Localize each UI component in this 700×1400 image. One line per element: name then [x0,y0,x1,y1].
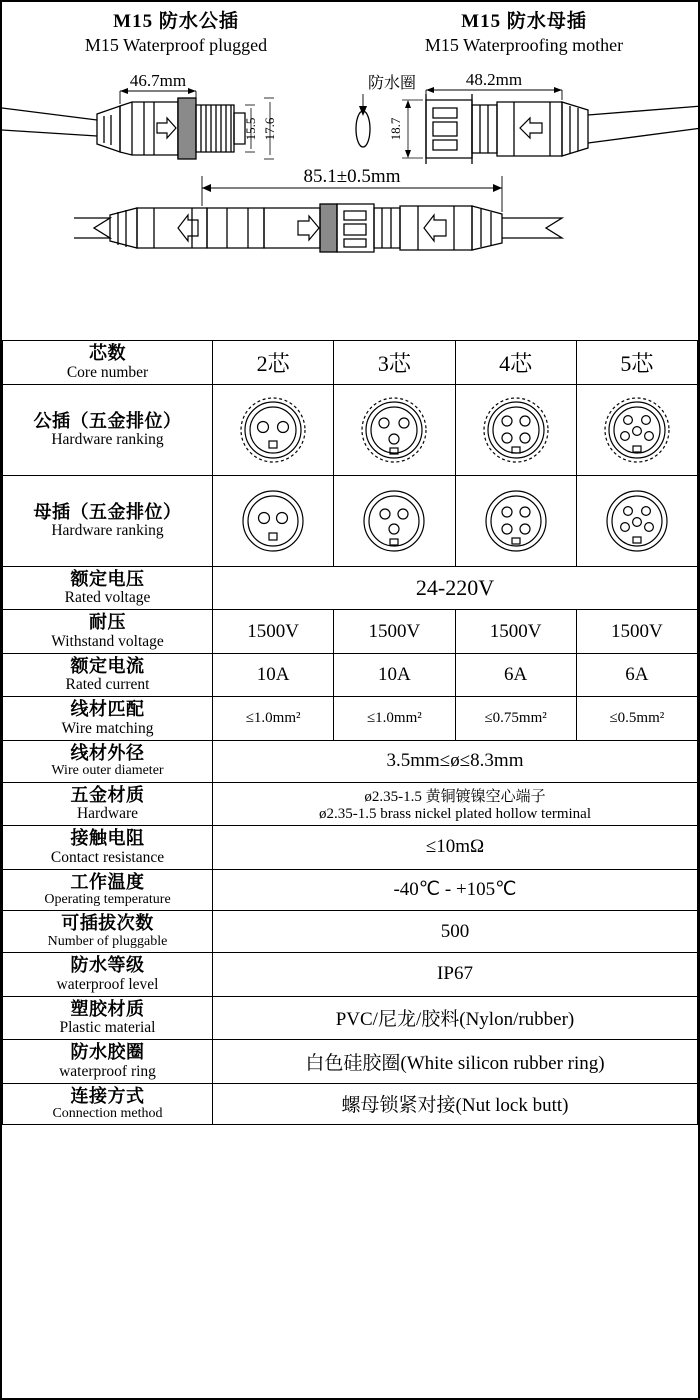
withstand-voltage-4: 1500V [455,610,576,654]
label-female-hardware-en: Hardware ranking [51,522,164,540]
label-rated-current-cn: 额定电流 [70,655,145,676]
dim-right-height: 18.7 [388,117,403,141]
label-waterproof-ring-en: waterproof ring [59,1062,156,1080]
label-contact-resistance-en: Contact resistance [50,848,165,866]
header-right-title-en: M15 Waterproofing mother [424,34,624,55]
dim-left-small: 15.5 [243,117,258,141]
label-male-hardware-cn: 公插（五金排位） [33,410,182,431]
male-pinout-5 [576,384,697,475]
wire-matching-5: ≤0.5mm² [576,697,697,741]
label-number-of-pluggable [3,911,213,953]
table-row-female-hardware [3,475,698,566]
female-pinout-3 [334,475,455,566]
withstand-voltage-5: 1500V [576,610,697,654]
header-left-title-cn: M15 防水公插 [113,11,239,32]
label-wire-outer-diameter [3,740,213,782]
withstand-voltage-3: 1500V [334,610,455,654]
label-withstand-voltage-en: Withstand voltage [51,632,164,650]
label-wire-outer-diameter-cn: 线材外径 [70,742,145,763]
value-plastic-material: PVC/尼龙/胶料(Nylon/rubber) [213,996,698,1040]
header-titles [2,2,698,58]
label-waterproof-level-en: waterproof level [56,975,159,993]
dim-total: 85.1±0.5mm [303,166,401,188]
label-waterproof-ring [3,1040,213,1084]
label-operating-temperature-en: Operating temperature [44,892,171,908]
label-female-hardware-cn: 母插（五金排位） [33,501,182,522]
wire-matching-3: ≤1.0mm² [334,697,455,741]
table-row-core-number [3,341,698,385]
female-pinout-5 [576,475,697,566]
dim-right-length: 48.2mm [465,70,523,90]
label-plastic-material-cn: 塑胶材质 [70,998,145,1019]
table-row-waterproof-level [3,953,698,997]
wire-matching-2: ≤1.0mm² [213,697,334,741]
table-row-withstand-voltage [3,610,698,654]
withstand-voltage-2: 1500V [213,610,334,654]
label-core-number [3,341,213,385]
table-row-contact-resistance [3,826,698,870]
label-withstand-voltage [3,610,213,654]
spec-table [2,340,698,1125]
table-row-waterproof-ring [3,1040,698,1084]
rated-current-4: 6A [455,653,576,697]
label-male-hardware [3,384,213,475]
dim-left-large: 17.6 [262,117,277,141]
value-hardware-en: ø2.35-1.5 brass nickel plated hollow terminal [318,805,592,822]
wire-matching-4: ≤0.75mm² [455,697,576,741]
header-right-title-cn: M15 防水母插 [461,11,587,32]
core-number-5: 5芯 [576,341,697,385]
male-pinout-3 [334,384,455,475]
value-contact-resistance: ≤10mΩ [213,826,698,870]
label-wire-outer-diameter-en: Wire outer diameter [51,763,164,779]
label-waterproof-ring-cn: 防水胶圈 [70,1042,145,1063]
core-number-4: 4芯 [455,341,576,385]
value-wire-outer-diameter: 3.5mm≤ø≤8.3mm [213,740,698,782]
label-plastic-material [3,996,213,1040]
label-rated-voltage-en: Rated voltage [64,589,151,607]
dim-left-length: 46.7mm [129,71,187,91]
rated-current-5: 6A [576,653,697,697]
header-left [2,10,350,56]
value-number-of-pluggable: 500 [213,911,698,953]
table-row-male-hardware [3,384,698,475]
rated-current-2: 10A [213,653,334,697]
label-connection-method [3,1083,213,1125]
value-operating-temperature: -40℃ - +105℃ [213,869,698,911]
male-pinout-4 [455,384,576,475]
label-operating-temperature-cn: 工作温度 [70,871,145,892]
female-pinout-2 [213,475,334,566]
label-wire-matching-en: Wire matching [61,719,154,737]
label-hardware-cn: 五金材质 [70,784,145,805]
core-number-3: 3芯 [334,341,455,385]
header-right [350,10,698,56]
ring-label: 防水圈 [367,75,417,93]
label-rated-current-en: Rated current [65,676,150,694]
value-rated-voltage: 24-220V [213,566,698,610]
label-number-of-pluggable-cn: 可插拔次数 [61,913,154,934]
table-row-operating-temperature [3,869,698,911]
label-wire-matching [3,697,213,741]
label-contact-resistance [3,826,213,870]
label-hardware [3,782,213,826]
label-rated-current [3,653,213,697]
label-withstand-voltage-cn: 耐压 [89,612,126,633]
value-hardware-cn: ø2.35-1.5 黄铜镀镍空心端子 [364,788,546,805]
label-contact-resistance-cn: 接触电阻 [70,828,145,849]
label-number-of-pluggable-en: Number of pluggable [47,934,168,949]
table-row-wire-matching [3,697,698,741]
label-hardware-en: Hardware [76,805,139,823]
label-plastic-material-en: Plastic material [59,1019,156,1037]
label-rated-voltage-cn: 额定电压 [70,568,145,589]
table-row-wire-outer-diameter [3,740,698,782]
label-connection-method-en: Connection method [52,1106,163,1122]
label-core-number-cn: 芯数 [89,343,126,364]
male-pinout-2 [213,384,334,475]
rated-current-3: 10A [334,653,455,697]
value-waterproof-level: IP67 [213,953,698,997]
label-waterproof-level [3,953,213,997]
header-left-title-en: M15 Waterproof plugged [84,34,268,55]
label-operating-temperature [3,869,213,911]
label-female-hardware [3,475,213,566]
female-pinout-4 [455,475,576,566]
value-connection-method: 螺母锁紧对接(Nut lock butt) [213,1083,698,1125]
table-row-hardware [3,782,698,826]
label-core-number-en: Core number [66,363,149,381]
table-row-plastic-material [3,996,698,1040]
label-male-hardware-en: Hardware ranking [51,431,164,449]
connector-drawing [2,58,698,340]
table-row-rated-voltage [3,566,698,610]
table-row-rated-current [3,653,698,697]
value-waterproof-ring: 白色硅胶圈(White silicon rubber ring) [213,1040,698,1084]
label-rated-voltage [3,566,213,610]
label-wire-matching-cn: 线材匹配 [70,699,145,720]
label-connection-method-cn: 连接方式 [70,1085,145,1106]
table-row-connection-method [3,1083,698,1125]
table-row-number-of-pluggable [3,911,698,953]
label-waterproof-level-cn: 防水等级 [70,955,145,976]
value-hardware [213,782,698,826]
core-number-2: 2芯 [213,341,334,385]
